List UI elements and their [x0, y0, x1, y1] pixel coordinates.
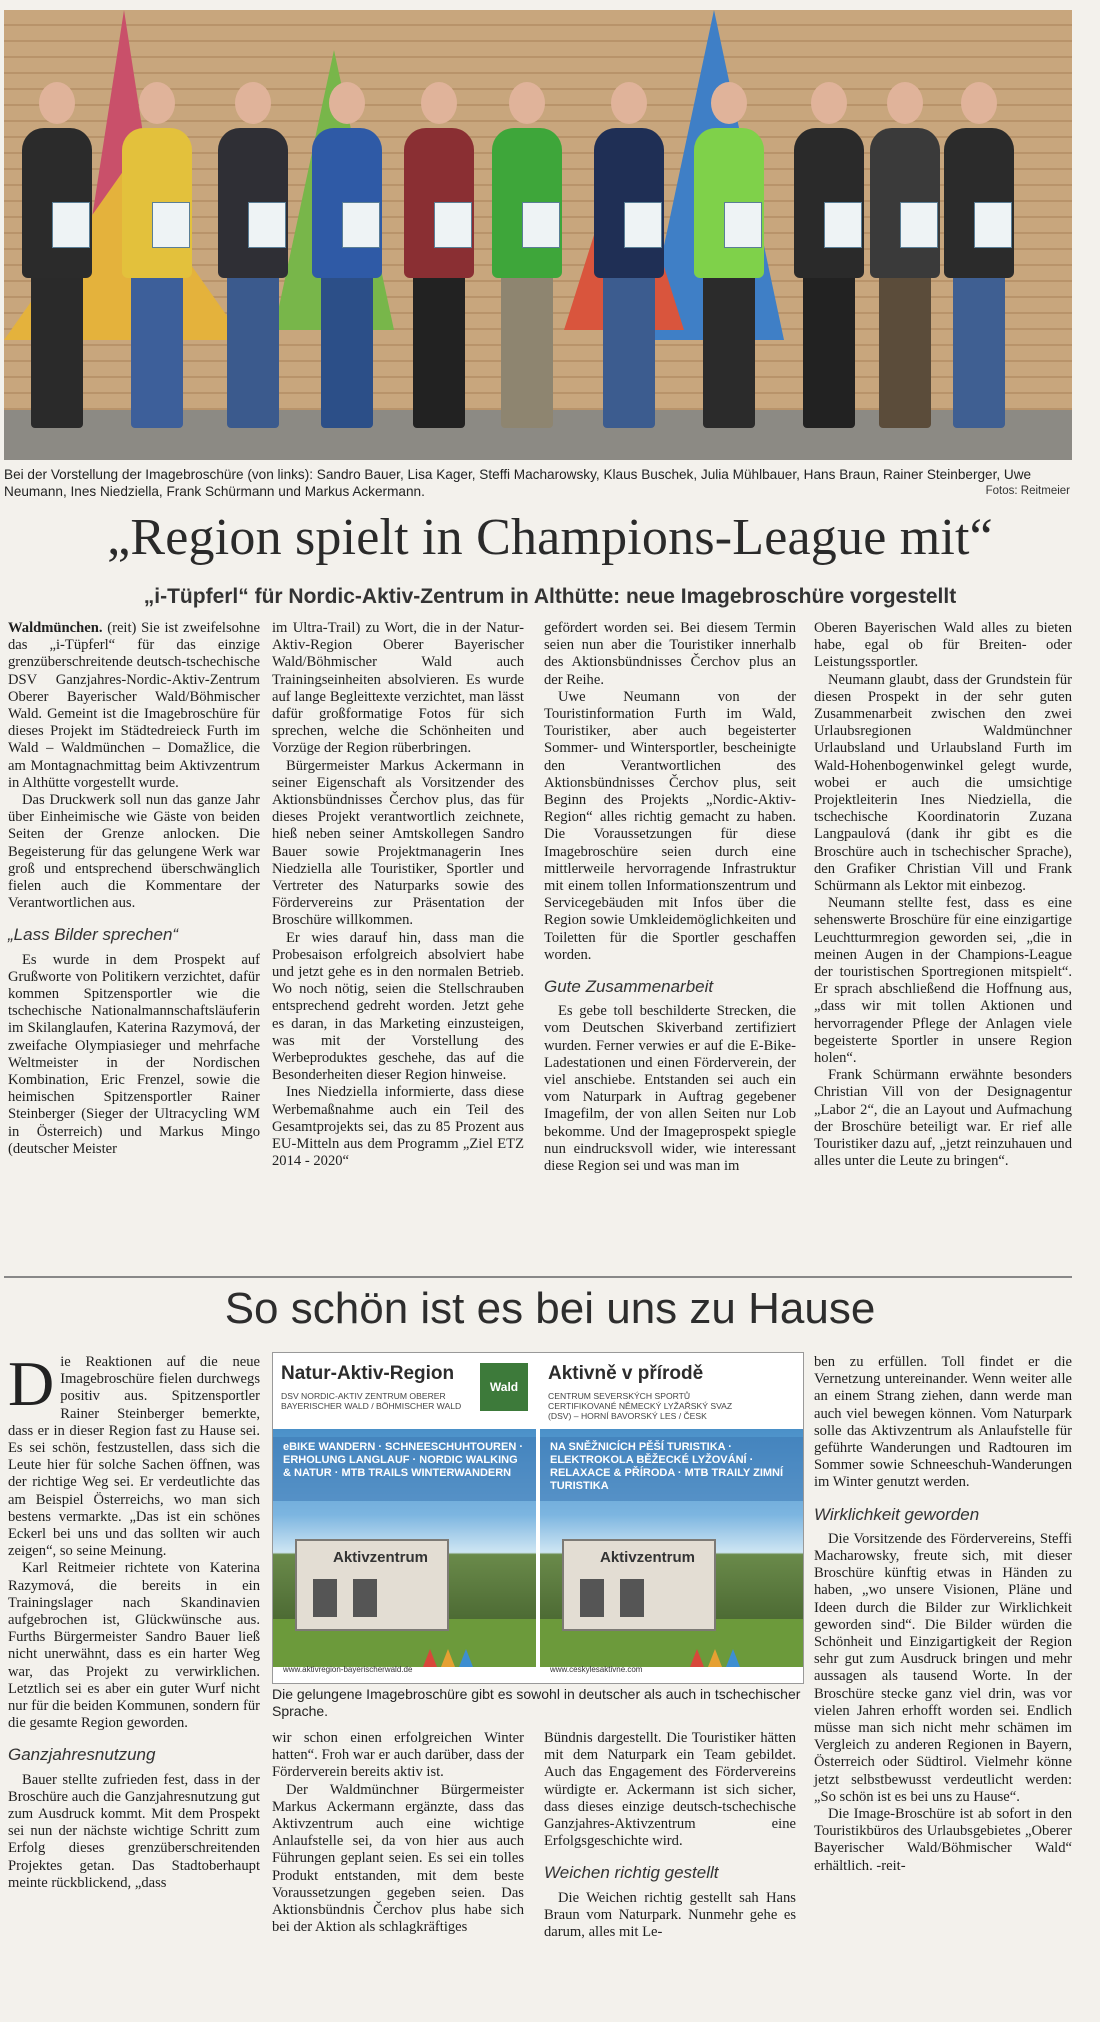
article2-column-3: Bündnis dargestellt. Die Touristiker hätten mit dem Naturpark ein Team gebildet. Auch das Engagement des Fördervereins würdigte er. Ackermann ist sich sicher, dass dieses einzige deutsch-tschechische Ganzjahres-Aktivzentrum eine Erfolgsgeschichte wird. Weichen richtig gestellt Die Weichen richtig gestellt sah Hans Braun vom Naturpark. Nunmehr gehe es darum, alles mit Le- [544, 1730, 796, 1941]
person-klaus-buschek [312, 82, 382, 428]
divider [4, 1276, 1072, 1278]
article1-column-2: im Ultra-Trail) zu Wort, die in der Natur-Aktiv-Region Oberer Bayerischer Wald/Böhmischer Wald auch Trainingseinheiten absolvieren. Es wurde auf lange Begleittexte verzichtet, man lässt dafür großformatige Fotos für sich sprechen, welche die Schönheiten und Vorzüge der Region rüberbringen. Bürgermeister Markus Ackermann in seiner Eigenschaft als Vorsitzender des Aktionsbündnisses Čerchov plus, das für dieses Projekt verantwortlich zeichnete, hieß neben seiner Amtskollegen Sandro Bauer sowie Projektmanagerin Ines Niedziella alle Touristiker, Sportler und Vertreter des Naturparks sowie des Fördervereins zur Präsentation der Broschüre willkommen. Er wies darauf hin, dass man die Probesaison erfolgreich absolviert habe und jetzt gehe es in den normalen Betrieb. Wo noch nötig, seien die Stellschrauben entsprechend gedreht worden. Jetzt gehe es daran, in das Marketing einzusteigen, was mit der Vorstellung des Werbeproduktes geschehe, das auf die Besonderheiten dieser Region hinweise. Ines Niedziella informierte, dass diese Werbemaßnahme auch ein Teil des Gesamtprojekts sei, das zu 85 Prozent aus EU-Mitteln aus dem Programm „Ziel ETZ 2014 - 2020“ [272, 620, 524, 1170]
section-heading: Gute Zusammenarbeit [544, 977, 714, 997]
person-sandro-bauer [22, 82, 92, 428]
person-markus-ackermann [944, 82, 1014, 428]
article-subheadline: „i-Tüpferl“ für Nordic-Aktiv-Zentrum in Althütte: neue Imagebroschüre vorgestellt [143, 585, 957, 608]
person-lisa-kager [122, 82, 192, 428]
section-heading: „Lass Bilder sprechen“ [8, 925, 179, 945]
person-frank-schuermann [870, 82, 940, 428]
article2-column-2: wir schon einen erfolgreichen Winter hatten“. Froh war er auch darüber, dass der Förderverein bereits aktiv ist. Der Waldmünchner Bürgermeister Markus Ackermann ergänzte, dass das Aktivzentrum auch eine wichtige Anlaufstelle sei, da von hier aus auch Führungen geplant seien. Es sei ein tolles Produkt entstanden, mit dem beste Voraussetzungen gegeben seien. Das Aktionsbündnis Čerchov plus habe sich bei der Aktion als schlagkräftiges [272, 1730, 524, 1936]
person-ines-niedziella [794, 82, 864, 428]
article1-column-3: gefördert worden sei. Bei diesem Termin seien nun aber die Touristiker innerhalb des Aktionsbündnisses Čerchov plus an der Reihe. Uwe Neumann von der Touristinformation Furth im Wald, Touristiker, aber auch begeisterter Sommer- und Wintersportler, bescheinigte den Verantwortlichen des Aktionsbündnisses Čerchov plus, seit Beginn des Projekts „Nordic-Aktiv-Region“ alles richtig gemacht zu haben. Die Voraussetzungen für diese Imagebroschüre seien durch eine mittlerweile hervorragende Infrastruktur mit einem tollen Informationszentrum und Servicegebäuden mit Infos über die Region sowie Umkleidemöglichkeiten und Toiletten für die Sportler geschaffen worden. Gute Zusammenarbeit Es gebe toll beschilderte Strecken, die vom Deutschen Skiverband zertifiziert wurden. Ferner verwies er auf die E-Bike-Ladestationen und einen Förderverein, der viel anschiebe. Entstanden sei auch ein vom Naturpark in Auftrag gegebener Imagefilm, der von allen Seiten nur Lob bekomme. Und der Imageprospekt spiegle nun eindrucksvoll wider, wie interessant diese Region sei und was man im [544, 620, 796, 1175]
person-steffi-macharowsky [218, 82, 288, 428]
article-headline: „Region spielt in Champions-League mit“ [107, 509, 993, 566]
brochure-czech: Aktivně v přírodě CENTRUM SEVERSKÝCH SPORTŮ CERTIFIKOVANÉ NĚMECKÝ LYŽAŘSKÝ SVAZ (DSV) – HORNÍ BAVORSKÝ LES / ČESK NA SNĚŽNICÍCH PĚŠÍ TURISTIKA · ELEKTROKOLA BĚŽECKÉ LYŽOVÁNÍ · RELAXACE & PŘÍRODA · MTB TRAILY ZIMNÍ TURISTIKA Aktivzentrum www.ceskylesaktivne.com [540, 1353, 803, 1683]
photo-caption: Bei der Vorstellung der Imagebroschüre (von links): Sandro Bauer, Lisa Kager, Steffi Macharowsky, Klaus Buschek, Julia Mühlbauer, Hans Braun, Rainer Steinberger, Uwe Neumann, Ines Niedziella, Frank Schürmann und Markus Ackermann. [4, 467, 1032, 499]
section-heading: Weichen richtig gestellt [544, 1863, 719, 1883]
article1-column-4: Oberen Bayerischen Wald alles zu bieten habe, egal ob für Breiten- oder Leistungssportler. Neumann glaubt, dass der Grundstein für diesen Prospekt in der sehr guten Zusammenarbeit zwischen den zwei Urlaubsregionen Waldmünchner Urlaubsland und Urlaubsland Furth im Wald-Hohenbogenwinkel gelegt wurde, wobei er auch die umsichtige Projektleiterin Ines Niedziella, die tschechische Koordinatorin Zuzana Langpaulová (dank ihr gibt es die Broschüre auch in tschechischer Sprache), den Grafiker Christian Vill und Frank Schürmann als Lektor mit einbezog. Neumann stellte fest, dass es eine sehenswerte Broschüre für eine einzigartige Leuchtturmregion geworden sei, „die in meinen Augen in der Champions-League der touristischen Sportregionen mitspielt“. Er sprach abschließend die Hoffnung aus, „dass wir mit tollen Aktionen und hervorragender Pflege der Anlagen viele begeisterte Sportler in unsere Region holen“. Frank Schürmann erwähnte besonders Christian Vill von der Designagentur „Labor 2“, die an Layout und Aufmachung der Broschüre beteiligt war. Er rief alle Touristiker dazu auf, „jetzt reinzuhauen und alles unter die Leute zu bringen“. [814, 620, 1072, 1170]
article2-column-4: ben zu erfüllen. Toll findet er die Vernetzung untereinander. Wenn weiter alle an einem Strang ziehen, dann werde man auch viel bewegen können. Vom Naturpark solle das Aktivzentrum als Anlaufstelle für geführte Wanderungen und Radtouren im Sommer sowie Schneeschuh-Wanderungen im Winter genutzt werden. Wirklichkeit geworden Die Vorsitzende des Fördervereins, Steffi Macharowsky, freute sich, mit dieser Broschüre künftig etwas in Händen zu haben, „wo unsere Visionen, Pläne und Ideen durch die Bilder zur Wirklichkeit geworden sind“. Die Bilder würden die Schönheit und Einzigartigkeit der Region sehr gut zum Ausdruck bringen und mehr aussagen als tausend Worte. In der Broschüre stecke ganz viel drin, was vor vielen Jahren erhofft worden sei. Endlich müsse man sich nicht mehr schämen im Vergleich zu anderen Regionen in Bayern, Österreich oder Südtirol. Vielmehr könne jetzt selbstbewusst verdeutlicht werden: „So schön ist es bei uns zu Hause“. Die Image-Broschüre ist ab sofort in den Touristikbüros des Urlaubsgebietes „Oberer Bayerischer Wald/Böhmischer Wald“ erhältlich. -reit- [814, 1354, 1072, 1874]
section-heading: Ganzjahresnutzung [8, 1745, 156, 1765]
section-heading: Wirklichkeit geworden [814, 1504, 980, 1524]
brochure-german: Natur-Aktiv-Region DSV NORDIC-AKTIV ZENTRUM OBERER BAYERISCHER WALD / BÖHMISCHER WALD Wald eBIKE WANDERN · SCHNEESCHUHTOUREN · ERHOLUNG LANGLAUF · NORDIC WALKING & NATUR · MTB TRAILS WINTERWANDERN Aktivzentrum www.aktivregion-bayerischerwald.de [273, 1353, 536, 1683]
person-julia-muehlbauer [404, 82, 474, 428]
person-uwe-neumann [694, 82, 764, 428]
article2-column-1: Die Reaktionen auf die neue Imagebroschüre fielen durchwegs positiv aus. Spitzensportler Rainer Steinberger bemerkte, dass er in dieser Region fast zu Hause sei. Es sei schön, festzustellen, dass sich die Leute hier für solche Sachen öffnen, was der richtige Weg sei. Er verdeutlichte das am Beispiel Österreichs, wo man sich bestens vermarkte. „Das ist ein schönes Eckerl bei uns und das sollten wir auch zeigen“, so seine Meinung. Karl Reitmeier richtete von Katerina Razymová, die bereits in ein Trainingslager nach Skandinavien aufgebrochen ist, Glückwünsche aus. Furths Bürgermeister Sandro Bauer ließ nicht unerwähnt, dass es ein harter Weg war, das Projekt zu verwirklichen. Letztlich sei es aber ein guter Wurf nicht nur für die beiden Kommunen, sondern für die gesamte Region geworden. Ganzjahresnutzung Bauer stellte zufrieden fest, dass in der Broschüre auch die Ganzjahresnutzung gut zum Ausdruck kommt. Mit dem Prospekt sei nun der nächste wichtige Schritt zum Erfolg dieses grenzüberschreitenden Projektes getan. Das Stadtoberhaupt meinte rückblickend, „dass [8, 1348, 260, 1891]
person-hans-braun [492, 82, 562, 428]
brochure-caption: Die gelungene Imagebroschüre gibt es sowohl in deutscher als auch in tschechischer Sprache. [272, 1686, 801, 1719]
group-photo [4, 10, 1072, 460]
article1-column-1: Waldmünchen. (reit) Sie ist zweifelsohne das „i-Tüpferl“ für das einzige grenzüberschreitende deutsch-tschechische DSV Ganzjahres-Nordic-Aktiv-Zentrum Oberer Bayerischer Wald/Böhmischer Wald. Gemeint ist die Imagebroschüre für dieses Projekt im Städtedreieck Furth im Wald – Waldmünchen – Domažlice, die am Montagnachmittag beim Aktivzentrum in Althütte vorgestellt wurde. Das Druckwerk soll nun das ganze Jahr über Einheimische wie Gäste von beiden Seiten der Grenze anlocken. Die Begeisterung für das gelungene Werk war groß und entsprechend überschwänglich fielen auch die Kommentare der Verantwortlichen aus. „Lass Bilder sprechen“ Es wurde in dem Prospekt auf Grußworte von Politikern verzichtet, dafür kommen Spitzensportler wie die tschechische Nationalmannschaftsläuferin im Skilanglaufen, Katerina Razymová, der zweifache Olympiasieger und mehrfache Weltmeister in der Nordischen Kombination, Eric Frenzel, sowie die heimischen Spitzensportler Rainer Steinberger (Sieger der Ultracycling WM in Österreich) und Markus Mingo (deutscher Meister [8, 620, 260, 1157]
article2-headline: So schön ist es bei uns zu Hause [224, 1284, 876, 1333]
wald-logo: Wald [480, 1363, 528, 1411]
photo-credit: Fotos: Reitmeier [985, 485, 1070, 497]
drop-cap: D [8, 1348, 55, 1419]
dateline: Waldmünchen. [8, 620, 103, 636]
person-rainer-steinberger [594, 82, 664, 428]
brochure-image [272, 1352, 804, 1684]
